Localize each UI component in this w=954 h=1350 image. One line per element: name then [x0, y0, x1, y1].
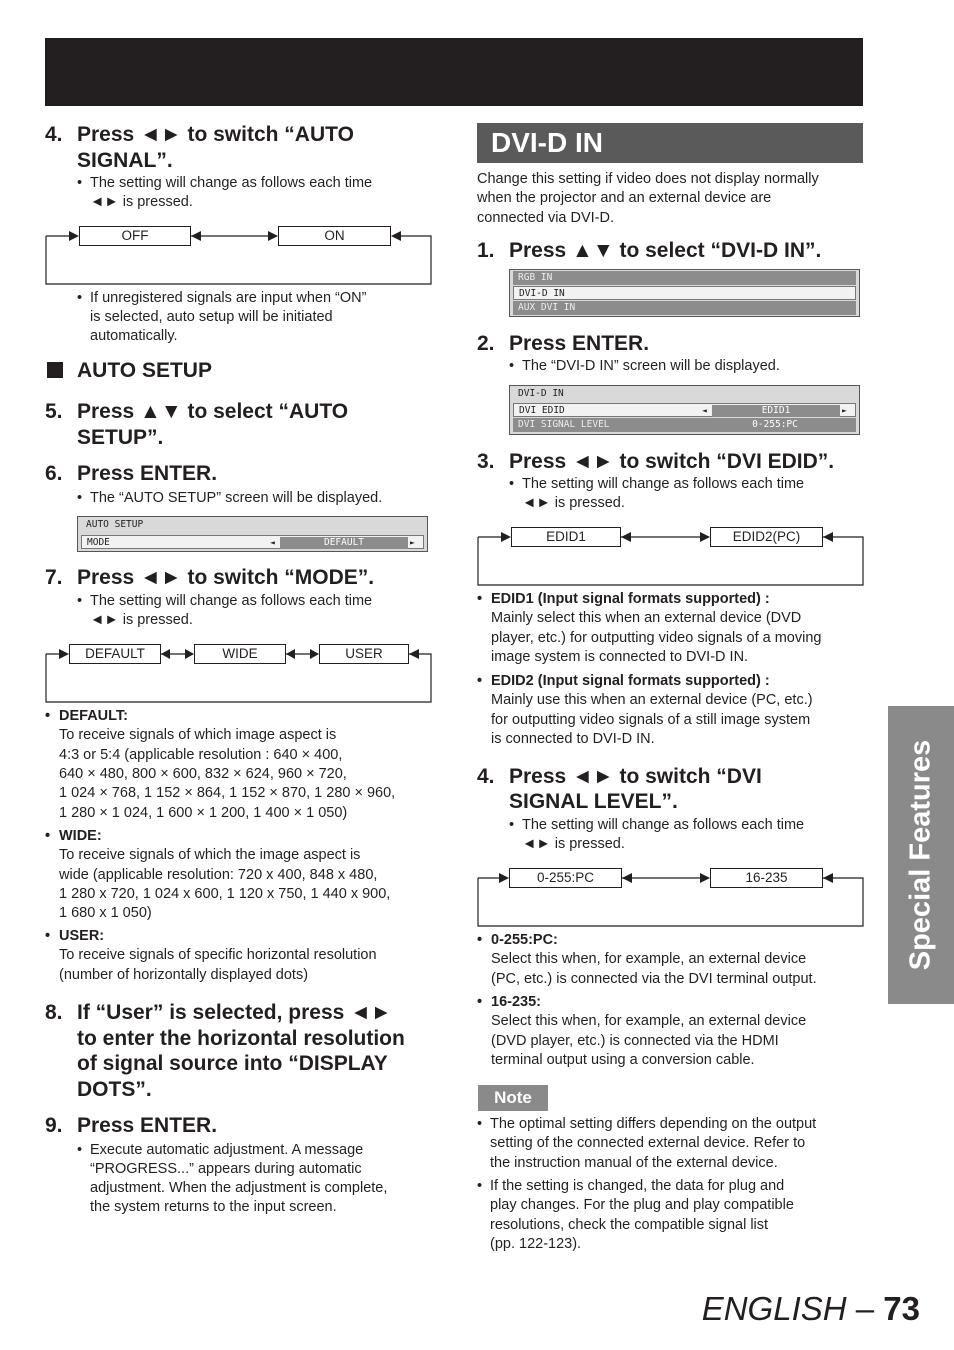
edid2-description: • EDID2 (Input signal formats supported) : Mainly use this when an external device (PC, etc.) for outputting video signals of a still image system is connected to DVI-D IN. [477, 673, 813, 747]
arrow-right-icon: ► [842, 406, 847, 415]
square-bullet-icon [47, 362, 63, 378]
dvi-step-3-heading: 3. Press ◄► to switch “DVI EDID”. [477, 450, 835, 473]
dvi-step-3-bullet: • The setting will change as follows each time ◄► is pressed. [509, 476, 805, 511]
option-default: DEFAULT [69, 644, 161, 664]
step-7-bullet: • The setting will change as follows each time ◄► is pressed. [77, 593, 373, 628]
note-item-2: • If the setting is changed, the data for plug and play changes. For the plug and play compatible resolutions, check the compatible signal list (pp. 122-123). [477, 1178, 794, 1252]
option-user: USER [319, 644, 409, 664]
osd-auto-setup [77, 516, 428, 552]
default-description: • DEFAULT: To receive signals of which image aspect is 4:3 or 5:4 (applicable resolution : 640 × 400, 640 × 480, 800 × 600, 832 × 624, 960 × 720, 1 024 × 768, 1 152 × 864, 1 152 × 870, 1 280 × 960, 1 280 × 1 024, 1 600 × 1 200, 1 400 × 1 050) [45, 708, 396, 821]
osd-row-aux-dvi-in: AUX DVI IN [513, 301, 856, 315]
step-4-bullet: • The setting will change as follows each time ◄► is pressed. [77, 175, 373, 210]
section-title-dvi-d-in: DVI-D IN [477, 123, 863, 163]
auto-signal-cycle-diagram [45, 224, 433, 286]
step-5-heading: 5. Press ▲▼ to select “AUTO SETUP”. [45, 400, 349, 449]
user-description: • USER: To receive signals of specific horizontal resolution (number of horizontally displayed dots) [45, 928, 377, 983]
arrow-right-icon: ► [410, 538, 415, 547]
option-wide: WIDE [194, 644, 286, 664]
step-7-heading: 7. Press ◄► to switch “MODE”. [45, 566, 375, 589]
step-9-heading: 9. Press ENTER. [45, 1114, 218, 1137]
level-pc-description: • 0-255:PC: Select this when, for example, an external device (PC, etc.) is connected via the DVI terminal output. [477, 932, 817, 987]
osd-dvi-d-in [509, 385, 860, 435]
arrow-left-icon: ◄ [270, 538, 275, 547]
level-16-235-description: • 16-235: Select this when, for example, an external device (DVD player, etc.) is connected via the HDMI terminal output using a conversion cable. [477, 994, 807, 1068]
page-footer: ENGLISH – 73 [701, 1290, 920, 1327]
step-9-bullet: • Execute automatic adjustment. A message “PROGRESS...” appears during automatic adjustment. When the adjustment is complete, the system returns to the input screen. [77, 1142, 388, 1215]
dvi-intro: Change this setting if video does not display normally when the projector and an external device are connected via DVI-D. [477, 171, 819, 226]
dvi-step-2-bullet: • The “DVI-D IN” screen will be displayed. [509, 358, 780, 374]
footer-language: ENGLISH [701, 1290, 847, 1327]
edid-cycle-diagram [477, 525, 865, 587]
option-edid2-pc: EDID2(PC) [710, 527, 823, 547]
osd-title: DVI-D IN [513, 387, 856, 401]
step-4-note: • If unregistered signals are input when “ON” is selected, auto setup will be initiated automatically. [77, 290, 367, 344]
step-8-heading: 8. If “User” is selected, press ◄► to enter the horizontal resolution of signal source into “DISPLAY DOTS”. [45, 1001, 405, 1101]
edid1-description: • EDID1 (Input signal formats supported) : Mainly select this when an external device (DVD player, etc.) for outputting video signals of a moving image system is connected to DVI-D IN. [477, 591, 822, 665]
note-item-1: • The optimal setting differs depending on the output setting of the connected external device. Refer to the instruction manual of the external device. [477, 1116, 817, 1171]
step-6-heading: 6. Press ENTER. [45, 462, 218, 485]
osd-row-rgb-in: RGB IN [513, 271, 856, 285]
dvi-step-1-heading: 1. Press ▲▼ to select “DVI-D IN”. [477, 239, 822, 262]
osd-row-dvi-d-in: DVI-D IN [513, 286, 856, 300]
osd-title: AUTO SETUP [81, 518, 424, 532]
step-4-heading: 4. Press ◄► to switch “AUTO SIGNAL”. [45, 123, 354, 172]
signal-level-cycle-diagram [477, 866, 865, 928]
auto-setup-heading: AUTO SETUP [47, 359, 347, 387]
arrow-left-icon: ◄ [702, 406, 707, 415]
option-edid1: EDID1 [511, 527, 621, 547]
osd-mode-row: MODE ◄ DEFAULT ► [81, 535, 424, 549]
option-on: ON [278, 226, 391, 246]
option-16-235: 16-235 [710, 868, 823, 888]
wide-description: • WIDE: To receive signals of which the image aspect is wide (applicable resolution: 720 x 400, 848 x 480, 1 280 x 720, 1 024 x 600, 1 120 x 750, 1 440 x 900, 1 680 x 1 050) [45, 828, 391, 922]
header-bar [45, 38, 863, 106]
dvi-step-4-heading: 4. Press ◄► to switch “DVI SIGNAL LEVEL”. [477, 765, 762, 813]
dvi-step-4-bullet: • The setting will change as follows each time ◄► is pressed. [509, 817, 805, 852]
option-0-255-pc: 0-255:PC [509, 868, 622, 888]
dvi-step-2-heading: 2. Press ENTER. [477, 332, 650, 355]
osd-dvi-signal-level-row: DVI SIGNAL LEVEL 0-255:PC [513, 418, 856, 432]
page-number: 73 [883, 1290, 920, 1327]
side-tab-special-features: Special Features [888, 706, 954, 1004]
mode-cycle-diagram [45, 642, 433, 704]
step-6-bullet: • The “AUTO SETUP” screen will be displayed. [77, 490, 383, 506]
option-off: OFF [79, 226, 191, 246]
osd-input-select [509, 269, 860, 317]
osd-dvi-edid-row: DVI EDID ◄ EDID1 ► [513, 403, 856, 417]
note-label: Note [478, 1085, 548, 1111]
